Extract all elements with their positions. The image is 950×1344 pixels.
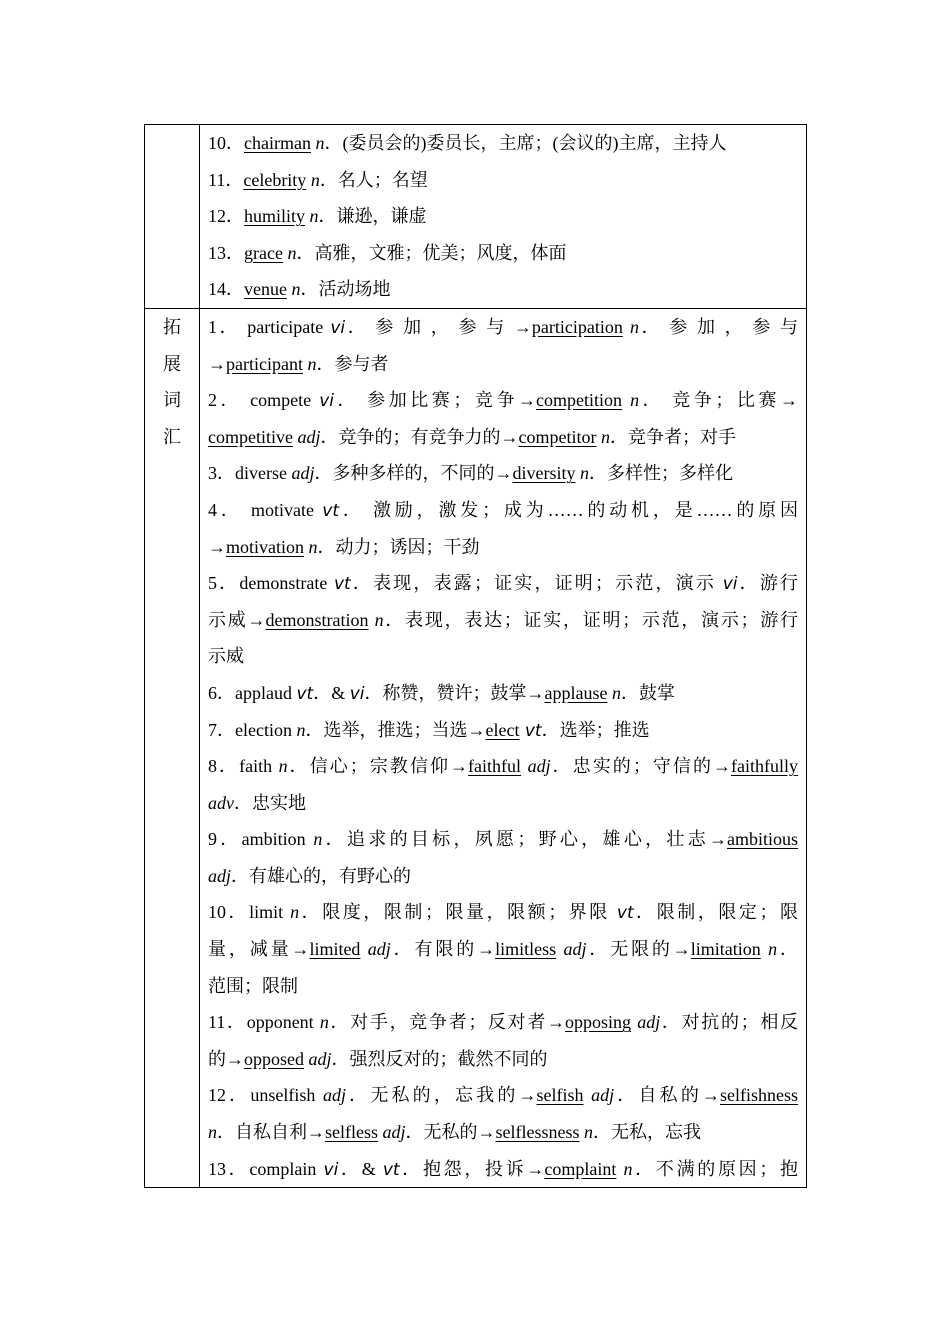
part-of-speech: vi (330, 317, 346, 338)
vocab-word: demonstration (265, 609, 369, 630)
text: 10．limit (208, 902, 291, 923)
text: ．称赞，赞许；鼓掌→ (364, 682, 545, 703)
part-of-speech: adv (208, 792, 234, 813)
part-of-speech: adj (378, 1122, 406, 1143)
text: ．自私的→ (614, 1085, 720, 1106)
vocab-word: ambitious (727, 829, 798, 850)
text: ．有雄心的，有野心的 (231, 865, 412, 886)
text: 量，减量→ (208, 939, 310, 960)
part-of-speech: n (315, 133, 325, 153)
section-label-cell (145, 308, 200, 1187)
text-line (208, 382, 798, 419)
text: 6．applaud (208, 682, 297, 703)
vocab-word: opposed (244, 1048, 304, 1069)
part-of-speech: n (278, 756, 288, 777)
text-line (208, 785, 798, 822)
part-of-speech: vt (296, 683, 314, 704)
text: ．无私的，忘我的→ (346, 1085, 537, 1106)
part-of-speech: adj (521, 756, 551, 777)
text: ．限度，限制；限量，限额；界限 (299, 902, 617, 923)
part-of-speech: vt (616, 903, 634, 924)
text-line (208, 1041, 798, 1078)
text: ．& (313, 682, 350, 703)
item-number: 14． (208, 279, 244, 300)
part-of-speech: n (580, 463, 589, 484)
part-of-speech: vt (334, 574, 351, 595)
text: 12．unselfish (208, 1085, 323, 1106)
text: ． 竞争；比赛→ (639, 390, 798, 411)
text-line (208, 492, 798, 529)
text: ． 激励，激发；成为……的动机，是……的原因 (339, 499, 798, 520)
text: ．动力；诱因；干劲 (317, 536, 480, 557)
vocab-word: selfishness (720, 1085, 798, 1106)
text: ．不满的原因；抱 (632, 1158, 798, 1179)
text: ．多样性；多样化 (589, 463, 733, 484)
part-of-speech: vt (322, 500, 340, 521)
text: 2． compete (208, 390, 320, 411)
part-of-speech: vt (519, 720, 542, 741)
part-of-speech: n (308, 536, 318, 557)
text: ．无私，忘我 (593, 1122, 702, 1143)
vocab-word: grace (244, 242, 283, 263)
vocab-word: selfless (325, 1122, 378, 1143)
vocab-word: selflessness (495, 1122, 580, 1143)
list-item (208, 198, 798, 235)
vocab-word: celebrity (243, 169, 307, 190)
text-line (208, 529, 798, 566)
part-of-speech: n (600, 426, 610, 447)
section-label-char: 汇 (163, 426, 181, 447)
arrow: → (208, 353, 226, 374)
definition: ．(委员会的)委员长，主席；(会议的)主席，主持人 (324, 133, 727, 153)
text: ．表现，表达；证实，证明；示范，演示；游行 (383, 609, 798, 630)
part-of-speech: vi (323, 1159, 339, 1180)
text-line (208, 419, 798, 456)
vocab-word: elect (485, 719, 520, 740)
part-of-speech: vi (349, 683, 365, 704)
part-of-speech: n (208, 1122, 217, 1143)
vocab-word: competition (536, 390, 623, 411)
text-line (208, 346, 798, 383)
text: ．对手，竞争者；反对者→ (328, 1012, 566, 1033)
text: ．表现，表露；证实，证明；示范，演示 (350, 573, 723, 594)
text: ． 参加比赛；竞争→ (333, 390, 537, 411)
text: ．信心；宗教信仰→ (287, 756, 469, 777)
text-line (208, 602, 798, 639)
text: ．无限的→ (586, 939, 691, 960)
empty-label-cell (145, 125, 200, 309)
part-of-speech: adj (291, 463, 315, 484)
part-of-speech: n (579, 1122, 594, 1143)
text-line (208, 931, 798, 968)
text: 1． participate (208, 316, 331, 337)
text-line (208, 858, 798, 895)
text: ．& (338, 1158, 383, 1179)
vocabulary-table (144, 124, 807, 1188)
vocab-word: applause (544, 682, 608, 703)
section-label (145, 309, 199, 455)
text: ．自私自利→ (217, 1122, 325, 1143)
part-of-speech: n (307, 353, 317, 374)
text: ．选举，推选；当选→ (305, 719, 486, 740)
vocab-word: venue (244, 279, 287, 300)
part-of-speech: n (296, 719, 306, 740)
text: ． (777, 939, 798, 960)
vocab-word: diversity (512, 463, 576, 484)
arrow: → (208, 536, 226, 557)
text: ．参与者 (316, 353, 389, 374)
text-line (208, 1114, 798, 1151)
definition: ．名人；名望 (319, 169, 428, 190)
core-words-cell (200, 125, 807, 309)
text: 11．opponent (208, 1012, 320, 1033)
vocab-word: motivation (226, 536, 304, 557)
text: ．限制，限定；限 (633, 902, 798, 923)
text: ．竞争的；有竞争力的→ (320, 426, 519, 447)
text: 的→ (208, 1048, 244, 1069)
text: ． 参 加 ， 参 与 → (345, 316, 532, 337)
text: ．选举；推选 (541, 719, 650, 740)
item-number: 10． (208, 133, 244, 153)
text-line (208, 968, 798, 1005)
text: 示威→ (208, 609, 266, 630)
text: ．鼓掌 (621, 682, 676, 703)
part-of-speech: n (368, 609, 384, 630)
text: 3．diverse (208, 463, 292, 484)
text: 13．complain (208, 1158, 324, 1179)
part-of-speech: n (310, 169, 320, 190)
vocab-word: selfish (536, 1085, 584, 1106)
text: ．竞争者；对手 (609, 426, 736, 447)
text-line (208, 565, 798, 602)
part-of-speech: vi (722, 574, 738, 595)
part-of-speech: n (760, 939, 778, 960)
definition: ．高雅，文雅；优美；风度，体面 (296, 242, 567, 263)
vocab-word: faithful (468, 756, 522, 777)
text: 4． motivate (208, 499, 323, 520)
part-of-speech: n (612, 682, 622, 703)
definition: ．谦逊，谦虚 (318, 206, 427, 227)
list-item (208, 271, 798, 308)
text-line (208, 675, 798, 712)
text: ．忠实的；守信的→ (550, 756, 732, 777)
text: 9．ambition (208, 829, 314, 850)
vocab-word: faithfully (731, 756, 798, 777)
vocab-word: participation (531, 316, 623, 337)
section-label-char: 拓 (163, 316, 181, 337)
section-label-char: 词 (163, 390, 181, 411)
part-of-speech: n (622, 316, 639, 337)
part-of-speech: adj (583, 1085, 615, 1106)
text: 范围；限制 (208, 975, 298, 996)
list-item (208, 125, 798, 162)
section-label-char: 展 (163, 353, 181, 374)
part-of-speech: n (290, 902, 300, 923)
text-line (208, 821, 798, 858)
table-row (145, 125, 807, 309)
text-line (208, 638, 798, 675)
text: ．抱怨，投诉→ (399, 1158, 545, 1179)
text: ．无私的→ (405, 1122, 496, 1143)
part-of-speech: n (313, 829, 323, 850)
text-line (208, 1077, 798, 1114)
vocab-word: opposing (565, 1012, 632, 1033)
list-item (208, 235, 798, 272)
vocab-word: limitation (690, 939, 761, 960)
part-of-speech: vi (319, 391, 334, 412)
part-of-speech: adj (304, 1048, 332, 1069)
vocab-word: chairman (244, 133, 311, 153)
text-line (208, 748, 798, 785)
text: ．强烈反对的；截然不同的 (331, 1048, 548, 1069)
part-of-speech: n (319, 1012, 329, 1033)
list-item (208, 162, 798, 199)
vocab-word: limited (309, 939, 361, 960)
part-of-speech: n (622, 390, 640, 411)
vocab-word: humility (244, 206, 306, 227)
part-of-speech: n (291, 279, 301, 300)
definition: ．活动场地 (300, 279, 391, 300)
vocab-word: competitive (208, 426, 293, 447)
text: 示威 (208, 646, 244, 667)
part-of-speech: adj (292, 426, 321, 447)
text: ．多种多样的，不同的→ (314, 463, 513, 484)
item-number: 12． (208, 206, 244, 227)
text: 8．faith (208, 756, 279, 777)
text-line (208, 455, 798, 492)
part-of-speech: adj (323, 1085, 347, 1106)
part-of-speech: n (287, 242, 297, 263)
text: ．忠实地 (234, 792, 306, 813)
vocab-word: competitor (518, 426, 597, 447)
part-of-speech: adj (360, 939, 391, 960)
text: 5．demonstrate (208, 573, 334, 594)
text: ．游行 (737, 573, 798, 594)
part-of-speech: n (309, 206, 319, 227)
part-of-speech: adj (208, 865, 232, 886)
text: ．追求的目标，夙愿；野心，雄心，壮志→ (322, 829, 728, 850)
part-of-speech: adj (556, 939, 587, 960)
part-of-speech: adj (631, 1012, 661, 1033)
part-of-speech: vt (382, 1159, 400, 1180)
text-line (208, 309, 798, 346)
text: ．有限的→ (390, 939, 496, 960)
text-line (208, 1151, 798, 1188)
text: ． 参 加 ， 参 与 (638, 316, 798, 337)
vocab-word: participant (226, 353, 303, 374)
text-line (208, 1004, 798, 1041)
text-line (208, 712, 798, 749)
vocab-word: limitless (495, 939, 557, 960)
table-row (145, 308, 807, 1187)
extended-words-cell (200, 308, 807, 1187)
text: 7．election (208, 719, 297, 740)
item-number: 13． (208, 242, 244, 263)
item-number: 11． (208, 169, 244, 190)
part-of-speech: n (616, 1158, 633, 1179)
text: ．对抗的；相反 (660, 1012, 798, 1033)
text-line (208, 894, 798, 931)
vocab-word: complaint (544, 1158, 617, 1179)
